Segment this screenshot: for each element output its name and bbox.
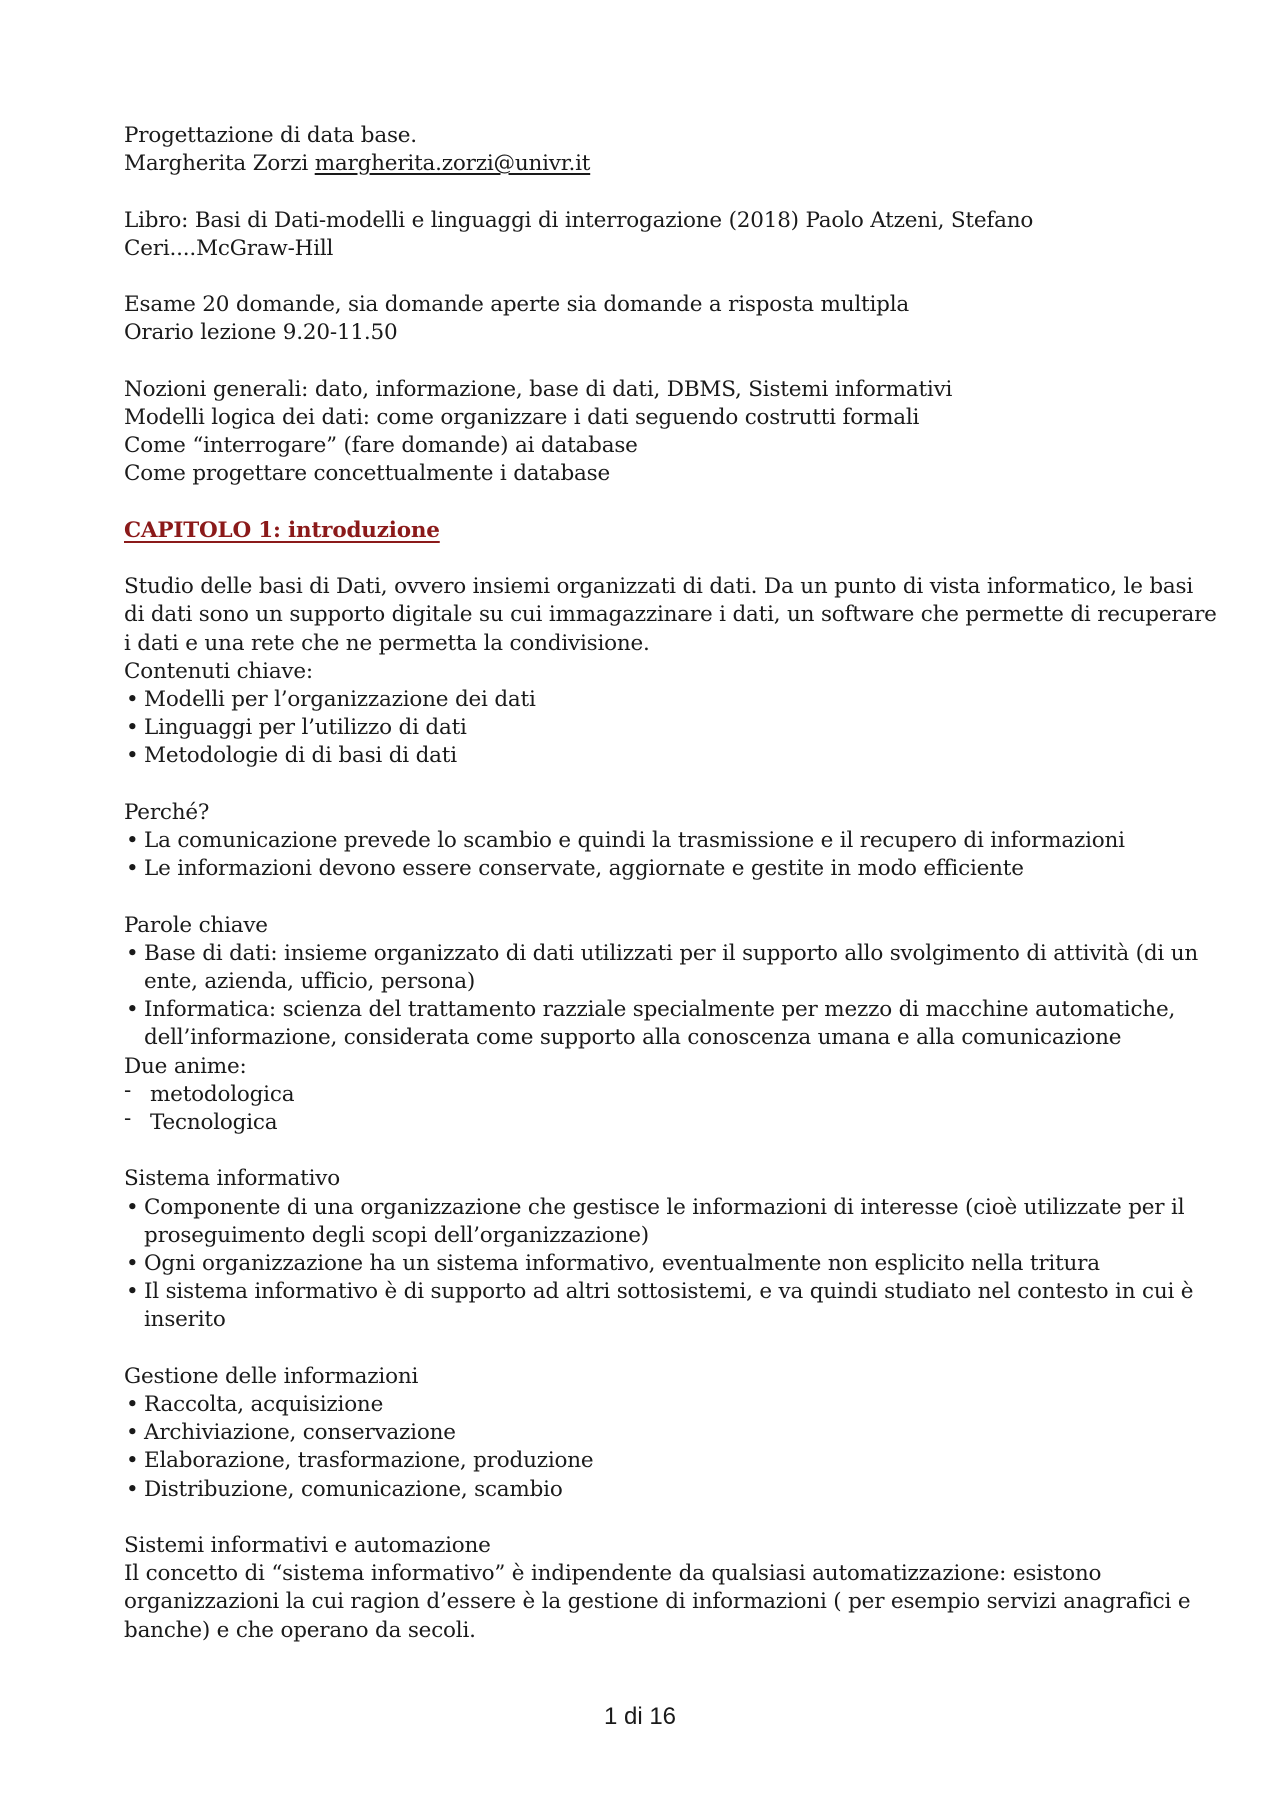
list-item: • Elaborazione, trasformazione, produzione: [124, 1447, 1184, 1475]
bullet-icon: •: [126, 1420, 139, 1446]
list-item: • Componente di una organizzazione che gestisce le informazioni di interesse (cioè utilizzate per il: [124, 1194, 1184, 1222]
bullet-icon: •: [126, 1392, 139, 1417]
exam-line: Esame 20 domande, sia domande aperte sia domande a risposta multipla: [124, 292, 910, 318]
document-page: [124, 122, 1217, 1645]
document-title: Progettazione di data base.: [124, 123, 417, 148]
page-number: 1 di 16: [603, 1703, 677, 1730]
list-item: • Base di dati: insieme organizzato di dati utilizzati per il supporto allo svolgimento di attività (di un: [124, 940, 1184, 968]
book-line-2: Ceri....McGraw-Hill: [124, 235, 334, 261]
list-item: - Tecnologica: [124, 1106, 278, 1135]
author-name: Margherita Zorzi: [124, 151, 309, 177]
automation-line: Il concetto di “sistema informativo” è indipendente da qualsiasi automatizzazione: esistono: [124, 1561, 1102, 1587]
list-item: • Archiviazione, conservazione: [124, 1419, 1184, 1447]
list-item-continuation: proseguimento degli scopi dell’organizzazione): [144, 1222, 649, 1248]
list-item: - metodologica: [124, 1077, 295, 1107]
automation-label: Sistemi informativi e automazione: [124, 1533, 491, 1558]
list-item: • Il sistema informativo è di supporto ad altri sottosistemi, e va quindi studiato nel contesto in cui è: [124, 1278, 1184, 1306]
bullet-icon: •: [126, 1251, 139, 1276]
list-item: • Metodologie di di basi di dati: [124, 742, 1184, 770]
list-item-continuation: ente, azienda, ufficio, persona): [144, 968, 476, 994]
topic-line: Come “interrogare” (fare domande) ai database: [124, 433, 638, 459]
list-item: • Modelli per l’organizzazione dei dati: [124, 686, 1184, 714]
bullet-icon: •: [126, 1279, 139, 1305]
bullet-icon: •: [126, 827, 139, 853]
intro-line: di dati sono un supporto digitale su cui immagazzinare i dati, un software che permette di recuperare: [124, 602, 1217, 628]
list-item-continuation: inserito: [144, 1307, 226, 1333]
automation-line: banche) e che operano da secoli.: [124, 1617, 476, 1643]
list-item: • Linguaggi per l’utilizzo di dati: [124, 714, 1184, 742]
list-item: • Ogni organizzazione ha un sistema informativo, eventualmente non esplicito nella tritura: [124, 1250, 1184, 1278]
topic-line: Modelli logica dei dati: come organizzare i dati seguendo costrutti formali: [124, 404, 920, 430]
list-item: • Le informazioni devono essere conservate, aggiornate e gestite in modo efficiente: [124, 855, 1184, 883]
automation-line: organizzazioni la cui ragion d’essere è la gestione di informazioni ( per esempio servizi anagrafici e: [124, 1589, 1191, 1615]
info-system-list: [124, 1194, 1194, 1335]
list-item: • Raccolta, acquisizione: [124, 1391, 1184, 1419]
bullet-icon: •: [126, 1448, 139, 1474]
keywords-list: [124, 940, 1199, 1053]
bullet-icon: •: [126, 997, 139, 1023]
key-contents-label: Contenuti chiave:: [124, 658, 313, 684]
bullet-icon: •: [126, 743, 139, 769]
info-management-list: [124, 1391, 1184, 1504]
intro-line: Studio delle basi di Dati, ovvero insiemi organizzati di dati. Da un punto di vista informatico, le basi: [124, 574, 1194, 600]
list-item-continuation: dell’informazione, considerata come supporto alla conoscenza umana e alla comunicazione: [144, 1025, 1122, 1051]
list-item: • La comunicazione prevede lo scambio e quindi la trasmissione e il recupero di informazioni: [124, 827, 1184, 855]
topic-line: Come progettare concettualmente i database: [124, 461, 611, 487]
bullet-icon: •: [126, 1476, 139, 1502]
book-line-1: Libro: Basi di Dati-modelli e linguaggi di interrogazione (2018) Paolo Atzeni, Stefano: [124, 207, 1034, 233]
list-item: • Distribuzione, comunicazione, scambio: [124, 1476, 1184, 1504]
chapter-heading: CAPITOLO 1: introduzione: [124, 517, 440, 543]
bullet-icon: •: [126, 856, 139, 882]
dash-icon: -: [124, 1077, 132, 1103]
bullet-icon: •: [126, 1194, 139, 1220]
intro-line: i dati e una rete che ne permetta la condivisione.: [124, 630, 650, 656]
dash-icon: -: [124, 1106, 132, 1131]
key-contents-list: [124, 686, 1184, 771]
keywords-label: Parole chiave: [124, 912, 268, 938]
souls-label: Due anime:: [124, 1053, 247, 1079]
author-line: [124, 150, 1184, 178]
schedule-line: Orario lezione 9.20-11.50: [124, 320, 398, 346]
info-management-label: Gestione delle informazioni: [124, 1363, 419, 1389]
bullet-icon: •: [126, 715, 139, 741]
why-list: [124, 827, 1184, 883]
why-label: Perché?: [124, 799, 210, 825]
bullet-icon: •: [126, 686, 139, 712]
author-email-link[interactable]: margherita.zorzi@univr.it: [314, 151, 591, 177]
list-item: • Informatica: scienza del trattamento razziale specialmente per mezzo di macchine automatiche,: [124, 996, 1184, 1024]
topic-line: Nozioni generali: dato, informazione, base di dati, DBMS, Sistemi informativi: [124, 376, 953, 402]
info-system-label: Sistema informativo: [124, 1166, 340, 1192]
bullet-icon: •: [126, 940, 139, 966]
